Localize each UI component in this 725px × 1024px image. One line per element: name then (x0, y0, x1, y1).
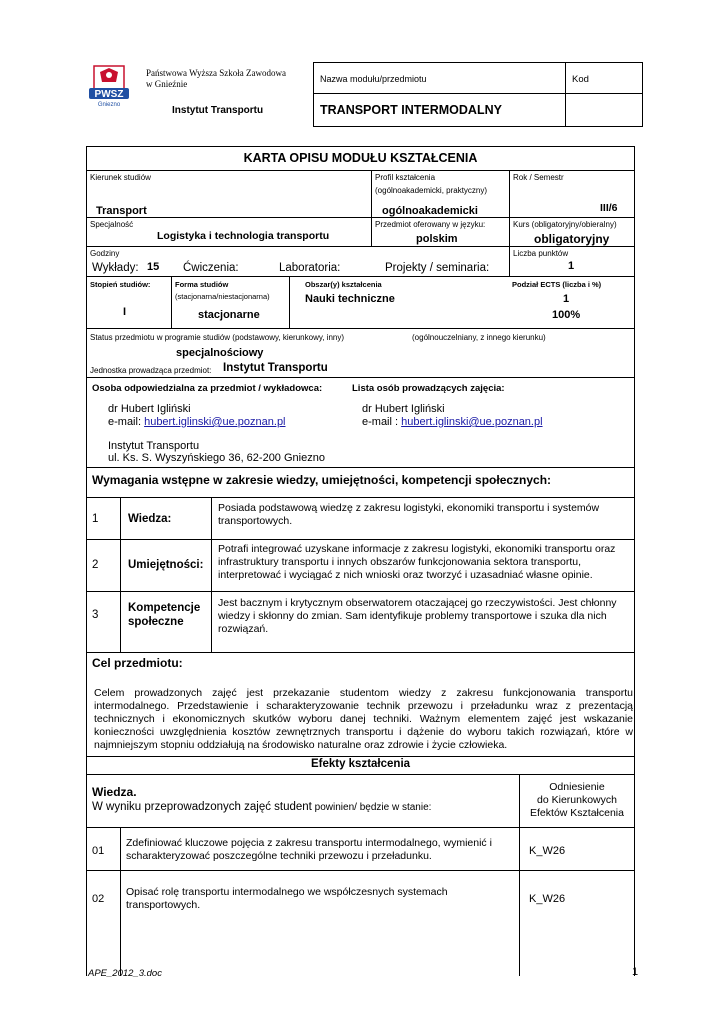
divider (86, 827, 635, 828)
requirement-number: 1 (92, 513, 99, 525)
requirement-text: Potrafi integrować uzyskane informacje z zakresu logistyki, ekonomiki transportu oraz infrastruktury transportu i innych obszarów funkcjonowania sektora transportu, interpretować i wyciągać z nich wnioski oraz tworzyć i uzasadniać własne opinie. (218, 543, 616, 581)
responsible-name: dr Hubert Igliński (108, 403, 191, 415)
outcome-number: 02 (92, 893, 105, 905)
reference-header-line: Odniesienie (549, 781, 605, 793)
language-value: polskim (416, 233, 458, 245)
exercises-label: Ćwiczenia: (183, 262, 239, 274)
divider (86, 467, 635, 468)
module-name-label: Nazwa modułu/przedmiotu (320, 74, 427, 84)
school-name (146, 68, 306, 90)
divider (86, 377, 635, 378)
address-line2: ul. Ks. S. Wyszyńskiego 36, 62-200 Gniezno (108, 452, 325, 464)
unit-label: Jednostka prowadząca przedmiot: (90, 366, 212, 375)
requirements-title: Wymagania wstępne w zakresie wiedzy, umiejętności, kompetencji społecznych: (92, 473, 552, 487)
field-value: Transport (96, 205, 147, 217)
divider (120, 827, 121, 976)
degree-label: Stopień studiów: (90, 280, 151, 289)
year-value: III/6 (600, 202, 618, 214)
outcome-reference: K_W26 (529, 845, 566, 857)
responsible-email-link[interactable]: hubert.iglinski@ue.poznan.pl (144, 416, 286, 428)
logo-subtext: Gniezno (97, 102, 121, 108)
responsible-email-line (108, 416, 286, 428)
area-value: Nauki techniczne (305, 293, 395, 305)
outcome-reference: K_W26 (529, 893, 566, 905)
code-label: Kod (572, 74, 589, 85)
code-value-cell (565, 93, 643, 127)
outcomes-title: Efekty kształcenia (310, 758, 411, 770)
module-name-label-cell (313, 62, 566, 94)
divider (509, 170, 510, 218)
lecturers-label: Lista osób prowadzących zajęcia: (352, 383, 505, 394)
address-line1: Instytut Transportu (108, 440, 200, 452)
divider (86, 246, 635, 247)
outcome-text: Opisać rolę transportu intermodalnego we współczesnych systemach transportowych. (126, 886, 448, 911)
study-form-value: stacjonarne (198, 309, 260, 321)
responsible-label: Osoba odpowiedzialna za przedmiot / wykładowca: (92, 383, 323, 394)
divider (86, 539, 635, 540)
requirement-text: Jest bacznym i krytycznym obserwatorem otaczającej go rzeczywistości. Jest chłonny wiedzy i skłonny do zmian. Sam identyfikuje problemy transportowe i szuka dla nich rozwiązań. (218, 597, 617, 635)
study-form-label: Forma studiów (175, 280, 229, 289)
status-label: Status przedmiotu w programie studiów (podstawowy, kierunkowy, inny) (90, 333, 345, 342)
status-label-hint: (ogólnouczelniany, z innego kierunku) (412, 333, 546, 342)
divider (509, 246, 510, 276)
school-name-line2: w Gnieźnie (146, 79, 188, 89)
requirement-label: Umiejętności: (128, 559, 204, 571)
module-name: TRANSPORT INTERMODALNY (320, 103, 502, 117)
institute-name: Instytut Transportu (172, 105, 264, 116)
knowledge-subtitle-part2: powinien/ będzie w stanie: (311, 802, 432, 813)
reference-header (519, 781, 635, 820)
lectures-label: Wykłady: (92, 262, 139, 274)
page-number: 1 (632, 966, 639, 978)
divider (509, 217, 510, 247)
divider (86, 870, 635, 871)
code-label-cell (565, 62, 643, 94)
email-label: e-mail: (108, 416, 142, 428)
points-value: 1 (568, 260, 575, 272)
projects-label: Projekty / seminaria: (385, 262, 490, 274)
specialty-label: Specjalność (90, 220, 134, 229)
logo-text: PWSZ (94, 89, 124, 100)
divider (86, 774, 635, 775)
profile-label: Profil kształcenia (375, 173, 436, 182)
area-label: Obszar(y) kształcenia (305, 280, 382, 289)
field-label: Kierunek studiów (90, 173, 151, 182)
footer-doc-name: APE_2012_3.doc (88, 968, 162, 979)
requirement-number: 3 (92, 609, 99, 621)
specialty-value: Logistyka i technologia transportu (157, 230, 330, 242)
card-title: KARTA OPISU MODUŁU KSZTAŁCENIA (243, 151, 478, 165)
status-value: specjalnościowy (176, 347, 264, 359)
course-type-value: obligatoryjny (534, 232, 610, 246)
goal-title: Cel przedmiotu: (92, 656, 183, 670)
reference-header-line: do Kierunkowych (537, 794, 617, 806)
ects-label: Podział ECTS (liczba i %) (512, 280, 602, 289)
divider (86, 591, 635, 592)
divider (86, 756, 635, 757)
divider (86, 217, 635, 218)
lecturer-name: dr Hubert Igliński (362, 403, 445, 415)
module-name-cell (313, 93, 566, 127)
degree-value: I (123, 306, 127, 318)
knowledge-subtitle (92, 801, 431, 813)
profile-value: ogólnoakademicki (382, 205, 478, 217)
lectures-value: 15 (147, 261, 160, 273)
divider (86, 276, 635, 277)
requirement-label: Kompetencje społeczne (128, 602, 201, 628)
outcome-number: 01 (92, 845, 105, 857)
requirement-label: Wiedza: (128, 513, 172, 525)
goal-text: Celem prowadzonych zajęć jest przekazanie studentom wiedzy z zakresu funkcjonowania transportu intermodalnego. Przedstawienie i scharakteryzowanie technik przewozu i przeładunku wraz z prezentacją technicznych i ekonomicznych skutków wyboru danej techniki. Ważnym elementem zajęć jest wskazanie konieczności uwzględnienia kosztów zewnętrznych transportu i dążenie do wyboru takich rozwiązań, które w najmniejszym stopniu oddziałują na środowisko naturalne oraz zdrowie i życie człowieka. (94, 687, 633, 751)
divider (86, 170, 635, 171)
hours-label: Godziny (90, 249, 120, 258)
unit-value: Instytut Transportu (223, 362, 328, 374)
divider (371, 217, 372, 247)
lecturer-email-link[interactable]: hubert.iglinski@ue.poznan.pl (401, 416, 543, 428)
points-label: Liczba punktów (513, 249, 569, 258)
requirement-number: 2 (92, 559, 99, 571)
study-form-hint: (stacjonarna/niestacjonarna) (175, 292, 270, 301)
divider (371, 170, 372, 218)
divider (86, 328, 635, 329)
school-name-line1: Państwowa Wyższa Szkoła Zawodowa (146, 68, 287, 78)
ects-value: 1 (563, 293, 570, 305)
language-label: Przedmiot oferowany w języku: (375, 220, 486, 229)
email-label: e-mail : (362, 416, 399, 428)
divider (86, 652, 635, 653)
lab-label: Laboratoria: (279, 262, 341, 274)
divider (171, 276, 172, 328)
reference-header-line: Efektów Kształcenia (530, 807, 624, 819)
ects-percent: 100% (552, 309, 581, 321)
school-logo (86, 60, 132, 108)
outcome-text: Zdefiniować kluczowe pojęcia z zakresu transportu intermodalnego, wymienić i scharakteryzować poszczególne techniki przewozu i przeładunku. (126, 837, 492, 862)
divider (86, 497, 635, 498)
requirement-text: Posiada podstawową wiedzę z zakresu logistyki, ekonomiki transportu i systemów transportowych. (218, 502, 600, 527)
profile-label-hint: (ogólnoakademicki, praktyczny) (375, 186, 488, 195)
lecturer-email-line (362, 416, 543, 428)
divider (120, 497, 121, 653)
divider (211, 497, 212, 653)
knowledge-subtitle-part1: W wyniku przeprowadzonych zajęć student (92, 801, 312, 813)
knowledge-title: Wiedza. (92, 785, 137, 799)
course-type-label: Kurs (obligatoryjny/obieralny) (513, 220, 617, 229)
year-label: Rok / Semestr (513, 173, 564, 182)
divider (289, 276, 290, 328)
